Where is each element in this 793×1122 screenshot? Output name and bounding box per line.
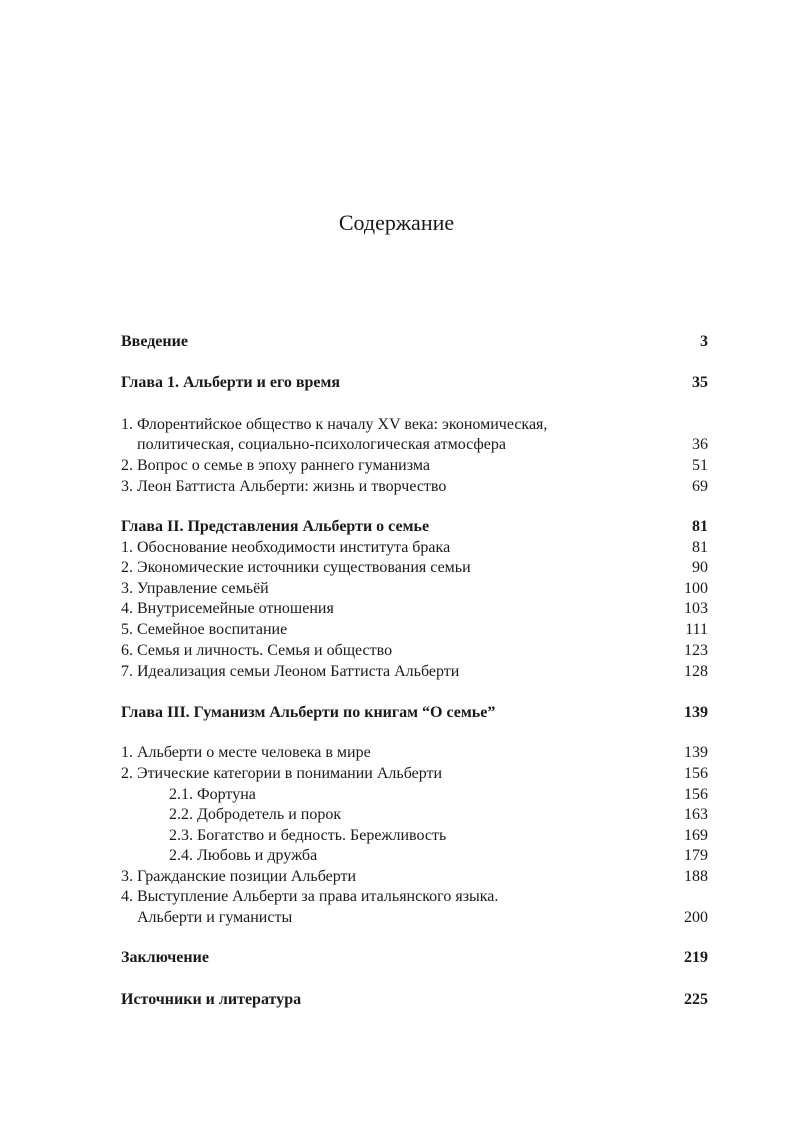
toc-item-label: 4. Внутрисемейные отношения: [121, 600, 334, 617]
toc-sources-label: Источники и литература: [121, 991, 302, 1008]
toc-subitem-page: 179: [684, 847, 708, 864]
toc-subitem-label: 2.4. Любовь и дружба: [169, 847, 318, 864]
toc-item-page: 36: [692, 436, 708, 453]
toc-subitem-label: 2.2. Добродетель и порок: [169, 806, 342, 823]
toc-chapter-3-page: 139: [684, 704, 708, 721]
toc-item-label: 3. Управление семьёй: [121, 580, 269, 597]
toc-item-label: 1. Флорентийское общество к началу XV века: экономическая,: [121, 416, 548, 433]
toc-subitem-label: 2.1. Фортуна: [169, 786, 256, 803]
toc-item-page: 69: [692, 478, 708, 495]
toc-item-label-continued: Альберти и гуманисты: [137, 909, 293, 926]
toc-item-label: 3. Леон Баттиста Альберти: жизнь и творчество: [121, 478, 447, 495]
toc-sources-page: 225: [684, 991, 708, 1008]
toc-chapter-3-label: Глава III. Гуманизм Альберти по книгам “О семье”: [121, 704, 496, 721]
toc-item-page: 111: [685, 621, 708, 638]
toc-intro-page: 3: [700, 333, 708, 350]
toc-conclusion-page: 219: [684, 949, 708, 966]
toc-item-label-continued: политическая, социально-психологическая атмосфера: [137, 436, 506, 453]
toc-chapter-2-label: Глава II. Представления Альберти о семье: [121, 518, 430, 535]
toc-item-page: 90: [692, 559, 708, 576]
toc-subitem-page: 163: [684, 806, 708, 823]
toc-subitem-page: 169: [684, 827, 708, 844]
toc-chapter-2-page: 81: [692, 518, 708, 535]
page-title: Содержание: [338, 210, 455, 235]
toc-item-label: 4. Выступление Альберти за права итальянского языка.: [121, 888, 499, 905]
toc-item-label: 3. Гражданские позиции Альберти: [121, 868, 357, 885]
toc-item-page: 139: [684, 744, 708, 761]
toc-item-label: 6. Семья и личность. Семья и общество: [121, 642, 393, 659]
toc-item-page: 100: [684, 580, 708, 597]
toc-item-page: 128: [684, 663, 708, 680]
toc-intro-label: Введение: [121, 333, 188, 350]
toc-item-page: 81: [692, 539, 708, 556]
toc-chapter-1-page: 35: [692, 374, 708, 391]
toc-item-page: 123: [684, 642, 708, 659]
toc-conclusion-label: Заключение: [121, 949, 209, 966]
toc-subitem-page: 156: [684, 786, 708, 803]
toc-item-label: 1. Альберти о месте человека в мире: [121, 744, 371, 761]
toc-item-label: 5. Семейное воспитание: [121, 621, 288, 638]
toc-item-page: 188: [684, 868, 708, 885]
toc-item-label: 1. Обоснование необходимости института брака: [121, 539, 451, 556]
toc-item-page: 51: [692, 457, 708, 474]
toc-item-label: 2. Вопрос о семье в эпоху раннего гуманизма: [121, 457, 430, 474]
toc-item-page: 103: [684, 600, 708, 617]
toc-item-page: 200: [684, 909, 708, 926]
toc-item-label: 7. Идеализация семьи Леоном Баттиста Альберти: [121, 663, 460, 680]
toc-subitem-label: 2.3. Богатство и бедность. Бережливость: [169, 827, 447, 844]
toc-item-label: 2. Этические категории в понимании Альберти: [121, 765, 443, 782]
toc-chapter-1-label: Глава 1. Альберти и его время: [121, 374, 341, 391]
toc-item-page: 156: [684, 765, 708, 782]
toc-item-label: 2. Экономические источники существования семьи: [121, 559, 471, 576]
